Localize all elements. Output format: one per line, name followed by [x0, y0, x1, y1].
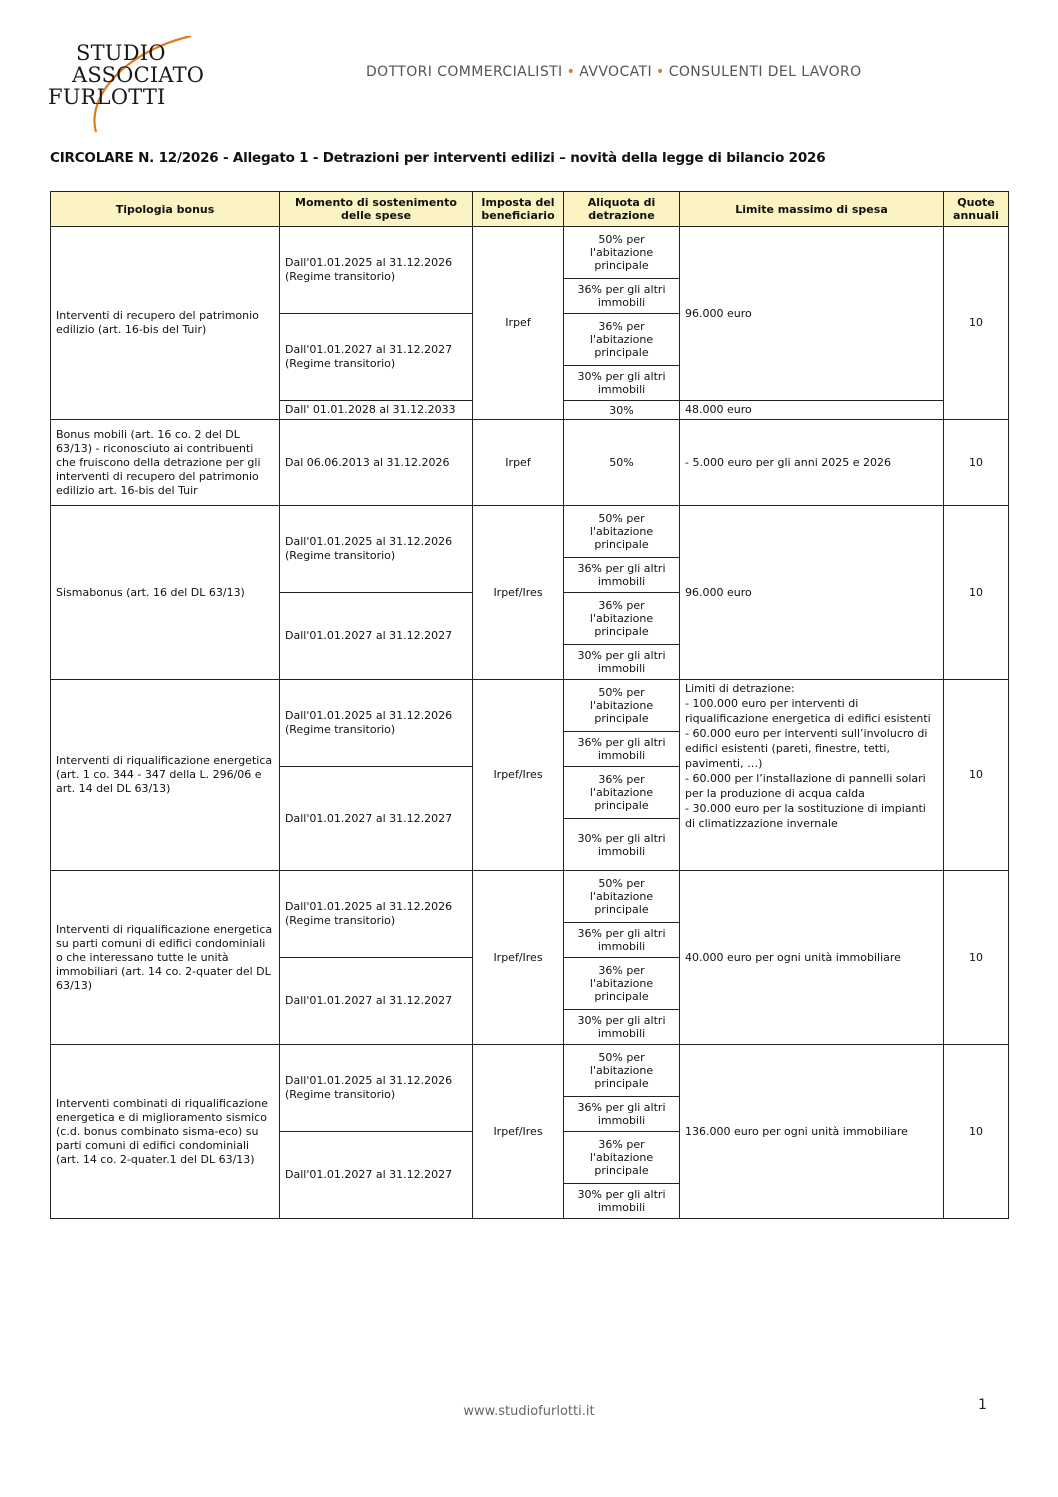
- table-header-row: [51, 192, 1009, 227]
- limit-line: - 60.000 per l’installazione di pannelli solari per la produzione di acqua calda: [685, 772, 926, 800]
- cell-tax: Irpef/Ires: [473, 506, 564, 680]
- cell-period: Dall'01.01.2025 al 31.12.2026 (Regime transitorio): [280, 506, 473, 593]
- limit-line: - 100.000 euro per interventi di riqualificazione energetica di edifici esistenti: [685, 697, 931, 725]
- cell-quote: 10: [944, 227, 1009, 420]
- cell-rate: 36% per l'abitazione principale: [564, 1132, 680, 1184]
- footer-website-link[interactable]: www.studiofurlotti.it: [463, 1404, 595, 1419]
- cell-period: Dall'01.01.2027 al 31.12.2027: [280, 767, 473, 871]
- document-title: CIRCOLARE N. 12/2026 - Allegato 1 - Detrazioni per interventi edilizi – novità della legge di bilancio 2026: [50, 150, 826, 166]
- cell-tax: Irpef: [473, 227, 564, 420]
- cell-rate: 50% per l'abitazione principale: [564, 871, 680, 923]
- cell-rate: 30%: [564, 401, 680, 420]
- cell-period: Dall'01.01.2025 al 31.12.2026 (Regime transitorio): [280, 1045, 473, 1132]
- cell-limit: - 5.000 euro per gli anni 2025 e 2026: [680, 420, 944, 506]
- logo-line-2: ASSOCIATO: [72, 63, 205, 87]
- cell-rate: 50% per l'abitazione principale: [564, 1045, 680, 1097]
- cell-rate: 50%: [564, 420, 680, 506]
- cell-rate: 50% per l'abitazione principale: [564, 506, 680, 558]
- limit-line: - 30.000 euro per la sostituzione di impianti di climatizzazione invernale: [685, 802, 926, 830]
- cell-quote: 10: [944, 871, 1009, 1045]
- company-logo: [46, 36, 216, 136]
- header-imposta: Imposta del beneficiario: [473, 192, 564, 227]
- header-tipologia: Tipologia bonus: [51, 192, 280, 227]
- cell-limit-list: [680, 680, 944, 871]
- bonus-table: [50, 191, 1009, 1219]
- cell-rate: 36% per gli altri immobili: [564, 558, 680, 593]
- cell-quote: 10: [944, 680, 1009, 871]
- cell-rate: 30% per gli altri immobili: [564, 366, 680, 401]
- cell-rate: 36% per l'abitazione principale: [564, 767, 680, 819]
- header-quote: Quote annuali: [944, 192, 1009, 227]
- cell-rate: 30% per gli altri immobili: [564, 1184, 680, 1219]
- table-row: [51, 420, 1009, 506]
- table-row: [51, 680, 1009, 732]
- cell-tax: Irpef/Ires: [473, 680, 564, 871]
- cell-rate: 36% per gli altri immobili: [564, 732, 680, 767]
- cell-period: Dall'01.01.2025 al 31.12.2026 (Regime transitorio): [280, 227, 473, 314]
- table-row: [51, 871, 1009, 923]
- header-limite: Limite massimo di spesa: [680, 192, 944, 227]
- cell-limit: 48.000 euro: [680, 401, 944, 420]
- cell-rate: 30% per gli altri immobili: [564, 645, 680, 680]
- limit-line: - 60.000 euro per interventi sull’involucro di edifici esistenti (pareti, finestre, tetti, pavimenti, …): [685, 727, 928, 770]
- cell-limit: 96.000 euro: [680, 227, 944, 401]
- table-row: [51, 227, 1009, 279]
- cell-tax: Irpef/Ires: [473, 871, 564, 1045]
- page-number: 1: [978, 1397, 987, 1413]
- table-row: [51, 1045, 1009, 1097]
- cell-quote: 10: [944, 506, 1009, 680]
- cell-type: Interventi di recupero del patrimonio edilizio (art. 16-bis del Tuir): [51, 227, 280, 420]
- cell-period: Dal 06.06.2013 al 31.12.2026: [280, 420, 473, 506]
- cell-type: Bonus mobili (art. 16 co. 2 del DL 63/13) - riconosciuto ai contribuenti che fruiscono della detrazione per gli interventi di recupero del patrimonio edilizio art. 16-bis del Tuir: [51, 420, 280, 506]
- cell-period: Dall'01.01.2027 al 31.12.2027: [280, 958, 473, 1045]
- cell-quote: 10: [944, 1045, 1009, 1219]
- cell-limit: 96.000 euro: [680, 506, 944, 680]
- header-tagline: [366, 64, 862, 80]
- cell-rate: 50% per l'abitazione principale: [564, 227, 680, 279]
- cell-type: Interventi di riqualificazione energetica (art. 1 co. 344 - 347 della L. 296/06 e art. 14 del DL 63/13): [51, 680, 280, 871]
- cell-rate: 36% per l'abitazione principale: [564, 314, 680, 366]
- tagline-separator: •: [566, 64, 576, 80]
- cell-rate: 36% per l'abitazione principale: [564, 593, 680, 645]
- cell-rate: 36% per gli altri immobili: [564, 279, 680, 314]
- cell-period: Dall' 01.01.2028 al 31.12.2033: [280, 401, 473, 420]
- cell-rate: 36% per gli altri immobili: [564, 1097, 680, 1132]
- cell-period: Dall'01.01.2027 al 31.12.2027: [280, 593, 473, 680]
- cell-type: Interventi di riqualificazione energetica su parti comuni di edifici condominiali o che interessano tutte le unità immobiliari (art. 14 co. 2-quater del DL 63/13): [51, 871, 280, 1045]
- cell-rate: 30% per gli altri immobili: [564, 819, 680, 871]
- cell-period: Dall'01.01.2027 al 31.12.2027 (Regime transitorio): [280, 314, 473, 401]
- cell-period: Dall'01.01.2025 al 31.12.2026 (Regime transitorio): [280, 680, 473, 767]
- cell-rate: 36% per l'abitazione principale: [564, 958, 680, 1010]
- logo-line-1: STUDIO: [76, 41, 166, 65]
- cell-limit: 136.000 euro per ogni unità immobiliare: [680, 1045, 944, 1219]
- cell-type: Interventi combinati di riqualificazione energetica e di miglioramento sismico (c.d. bonus combinato sisma-eco) su parti comuni di edifici condominiali (art. 14 co. 2-quater.1 del DL 63/13): [51, 1045, 280, 1219]
- cell-rate: 30% per gli altri immobili: [564, 1010, 680, 1045]
- cell-type: Sismabonus (art. 16 del DL 63/13): [51, 506, 280, 680]
- cell-rate: 50% per l'abitazione principale: [564, 680, 680, 732]
- logo-line-3: FURLOTTI: [48, 85, 166, 109]
- tagline-item-consulenti: CONSULENTI DEL LAVORO: [668, 64, 862, 80]
- tagline-item-commercialisti: DOTTORI COMMERCIALISTI: [366, 64, 563, 80]
- cell-period: Dall'01.01.2027 al 31.12.2027: [280, 1132, 473, 1219]
- cell-rate: 36% per gli altri immobili: [564, 923, 680, 958]
- cell-quote: 10: [944, 420, 1009, 506]
- tagline-item-avvocati: AVVOCATI: [579, 64, 653, 80]
- cell-limit: 40.000 euro per ogni unità immobiliare: [680, 871, 944, 1045]
- tagline-separator: •: [656, 64, 665, 80]
- cell-period: Dall'01.01.2025 al 31.12.2026 (Regime transitorio): [280, 871, 473, 958]
- table-row: [51, 506, 1009, 558]
- cell-tax: Irpef/Ires: [473, 1045, 564, 1219]
- cell-tax: Irpef: [473, 420, 564, 506]
- limit-line: Limiti di detrazione:: [685, 682, 795, 695]
- header-momento: Momento di sostenimento delle spese: [280, 192, 473, 227]
- header-aliquota: Aliquota di detrazione: [564, 192, 680, 227]
